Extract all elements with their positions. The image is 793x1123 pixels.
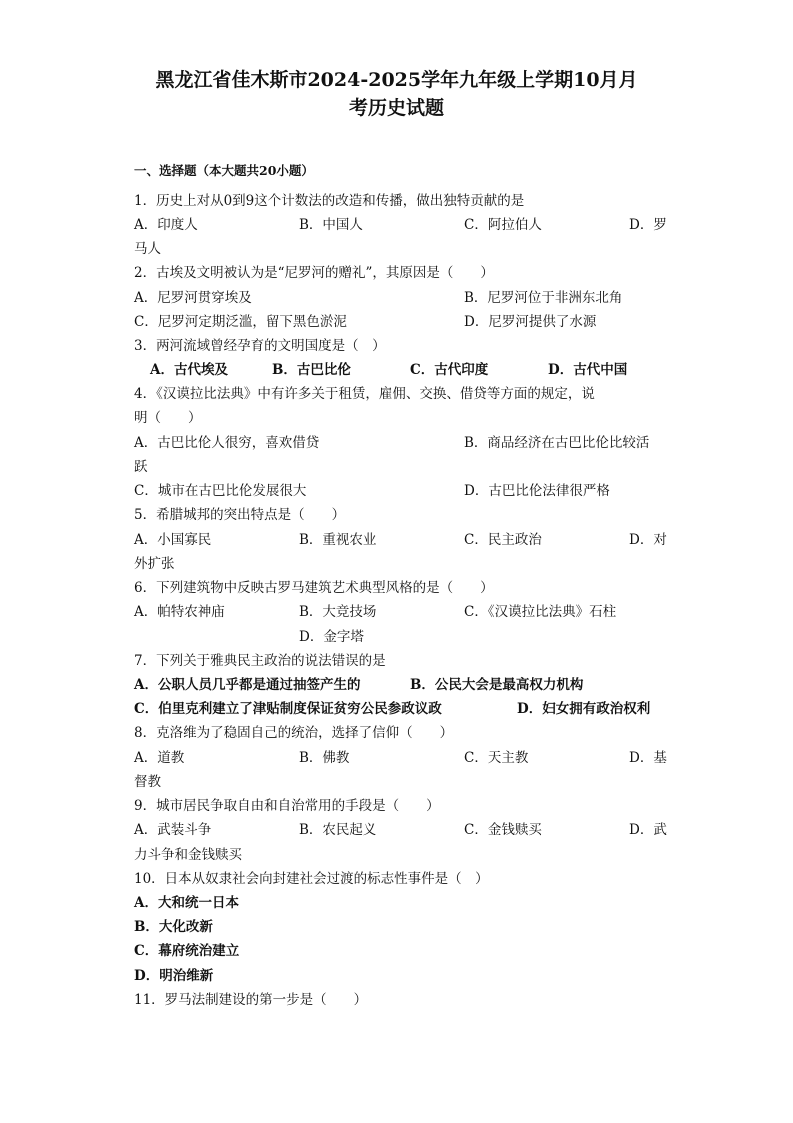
question-2-option-a: A．尼罗河贯穿埃及 <box>134 290 252 306</box>
question-7-stem: 7．下列关于雅典民主政治的说法错误的是 <box>134 653 386 669</box>
question-4-stem-cont: 明（ ） <box>134 410 202 426</box>
question-4-option-d: D．古巴比伦法律很严格 <box>464 483 610 499</box>
question-7-option-d: D．妇女拥有政治权利 <box>517 701 651 717</box>
question-10-option-c: C．幕府统治建立 <box>134 943 240 959</box>
page-title-line2: 考历史试题 <box>348 97 444 119</box>
question-1-option-c: C．阿拉伯人 <box>464 217 542 233</box>
question-6-stem: 6．下列建筑物中反映古罗马建筑艺术典型风格的是（ ） <box>134 580 494 596</box>
question-7-option-c: C．伯里克利建立了津贴制度保证贫穷公民参政议政 <box>134 701 442 717</box>
question-8-stem: 8．克洛维为了稳固自己的统治，选择了信仰（ ） <box>134 725 454 741</box>
question-9-option-b: B．农民起义 <box>299 822 377 838</box>
question-3-option-c: C．古代印度 <box>410 362 489 378</box>
question-6-option-d: D．金字塔 <box>299 629 364 645</box>
question-5-option-b: B．重视农业 <box>299 532 377 548</box>
question-3-option-a: A．古代埃及 <box>150 362 228 378</box>
question-10-stem: 10．日本从奴隶社会向封建社会过渡的标志性事件是（ ） <box>134 871 489 887</box>
question-8-option-d: D．基 <box>629 750 667 766</box>
question-2-option-d: D．尼罗河提供了水源 <box>464 314 597 330</box>
question-8-option-b: B．佛教 <box>299 750 350 766</box>
question-4-option-b-cont: 跃 <box>134 459 148 475</box>
question-9-option-d-cont: 力斗争和金钱赎买 <box>134 847 242 863</box>
question-4-option-a: A．古巴比伦人很穷，喜欢借贷 <box>134 435 320 451</box>
question-7-option-b: B．公民大会是最高权力机构 <box>410 677 584 693</box>
question-3-stem: 3．两河流域曾经孕育的文明国度是（ ） <box>134 338 386 354</box>
question-6-option-b: B．大竞技场 <box>299 604 377 620</box>
question-10-option-b: B．大化改新 <box>134 919 213 935</box>
question-2-stem: 2．古埃及文明被认为是“尼罗河的赠礼”，其原因是（ ） <box>134 265 494 281</box>
question-1-option-b: B．中国人 <box>299 217 363 233</box>
question-5-stem: 5．希腊城邦的突出特点是（ ） <box>134 507 346 523</box>
page-title-line1: 黑龙江省佳木斯市2024-2025学年九年级上学期10月月 <box>155 69 638 91</box>
question-5-option-a: A．小国寡民 <box>134 532 212 548</box>
question-8-option-a: A．道教 <box>134 750 185 766</box>
question-7-option-a: A．公职人员几乎都是通过抽签产生的 <box>134 677 361 693</box>
question-4-option-c: C．城市在古巴比伦发展很大 <box>134 483 307 499</box>
question-4-stem: 4．《汉谟拉比法典》中有许多关于租赁，雇佣、交换、借贷等方面的规定，说 <box>134 386 595 402</box>
question-8-option-d-cont: 督教 <box>134 774 161 790</box>
question-5-option-d: D．对 <box>629 532 667 548</box>
question-6-option-c: C．《汉谟拉比法典》石柱 <box>464 604 617 620</box>
question-1-option-a: A．印度人 <box>134 217 198 233</box>
question-10-option-d: D．明治维新 <box>134 968 214 984</box>
question-6-option-a: A．帕特农神庙 <box>134 604 225 620</box>
question-5-option-c: C．民主政治 <box>464 532 542 548</box>
question-10-option-a: A．大和统一日本 <box>134 895 239 911</box>
question-8-option-c: C．天主教 <box>464 750 529 766</box>
question-2-option-b: B．尼罗河位于非洲东北角 <box>464 290 623 306</box>
question-2-option-c: C．尼罗河定期泛滥，留下黑色淤泥 <box>134 314 347 330</box>
question-3-option-d: D．古代中国 <box>548 362 628 378</box>
question-4-option-b: B．商品经济在古巴比伦比较活 <box>464 435 650 451</box>
question-9-option-d: D．武 <box>629 822 667 838</box>
question-9-option-a: A．武装斗争 <box>134 822 212 838</box>
question-11-stem: 11．罗马法制建设的第一步是（ ） <box>134 992 368 1008</box>
question-1-option-d-cont: 马人 <box>134 241 161 257</box>
section-heading: 一、选择题（本大题共20小题） <box>134 163 314 178</box>
question-9-stem: 9．城市居民争取自由和自治常用的手段是（ ） <box>134 798 440 814</box>
question-9-option-c: C．金钱赎买 <box>464 822 542 838</box>
question-1-stem: 1．历史上对从0到9这个计数法的改造和传播，做出独特贡献的是 <box>134 193 525 209</box>
question-5-option-d-cont: 外扩张 <box>134 556 175 572</box>
question-3-option-b: B．古巴比伦 <box>272 362 351 378</box>
question-1-option-d: D．罗 <box>629 217 667 233</box>
